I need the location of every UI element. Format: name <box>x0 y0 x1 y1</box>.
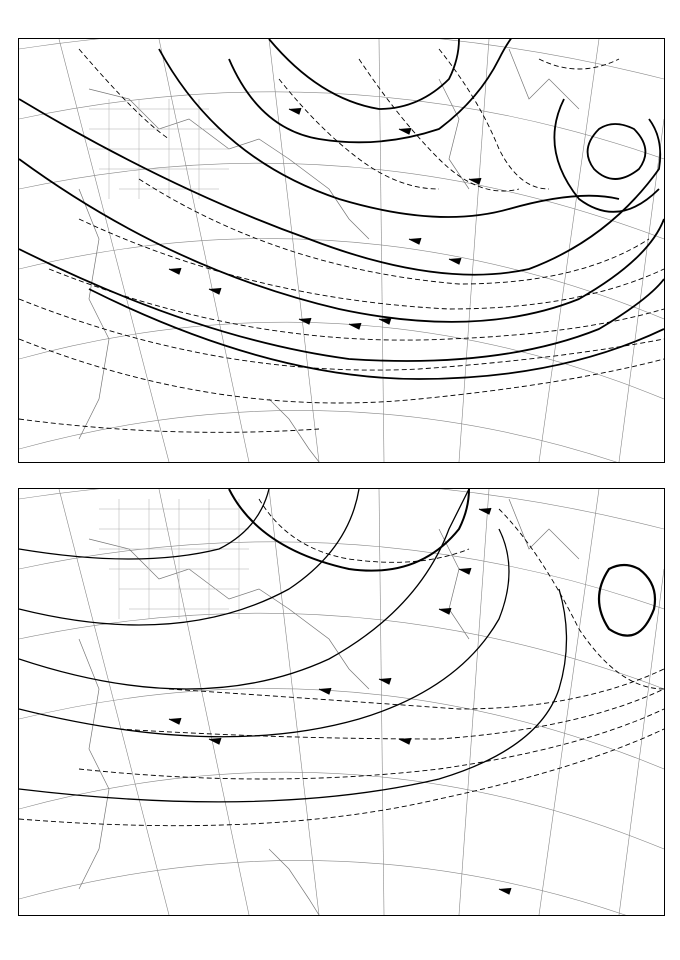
chart-300hpa <box>18 38 665 463</box>
chart-500hpa-map <box>19 489 664 915</box>
height-contours-500 <box>19 489 655 802</box>
hatch-300 <box>89 99 229 199</box>
coastline-500 <box>79 499 579 915</box>
bulletin-header <box>20 933 70 951</box>
height-contours-300 <box>19 39 664 379</box>
chart-300hpa-map <box>19 39 664 462</box>
isotachs-300 <box>19 49 664 432</box>
chart-500hpa <box>18 488 665 916</box>
graticule-500 <box>19 489 664 915</box>
coastline-300 <box>79 49 579 462</box>
isotherms-500 <box>19 499 664 826</box>
